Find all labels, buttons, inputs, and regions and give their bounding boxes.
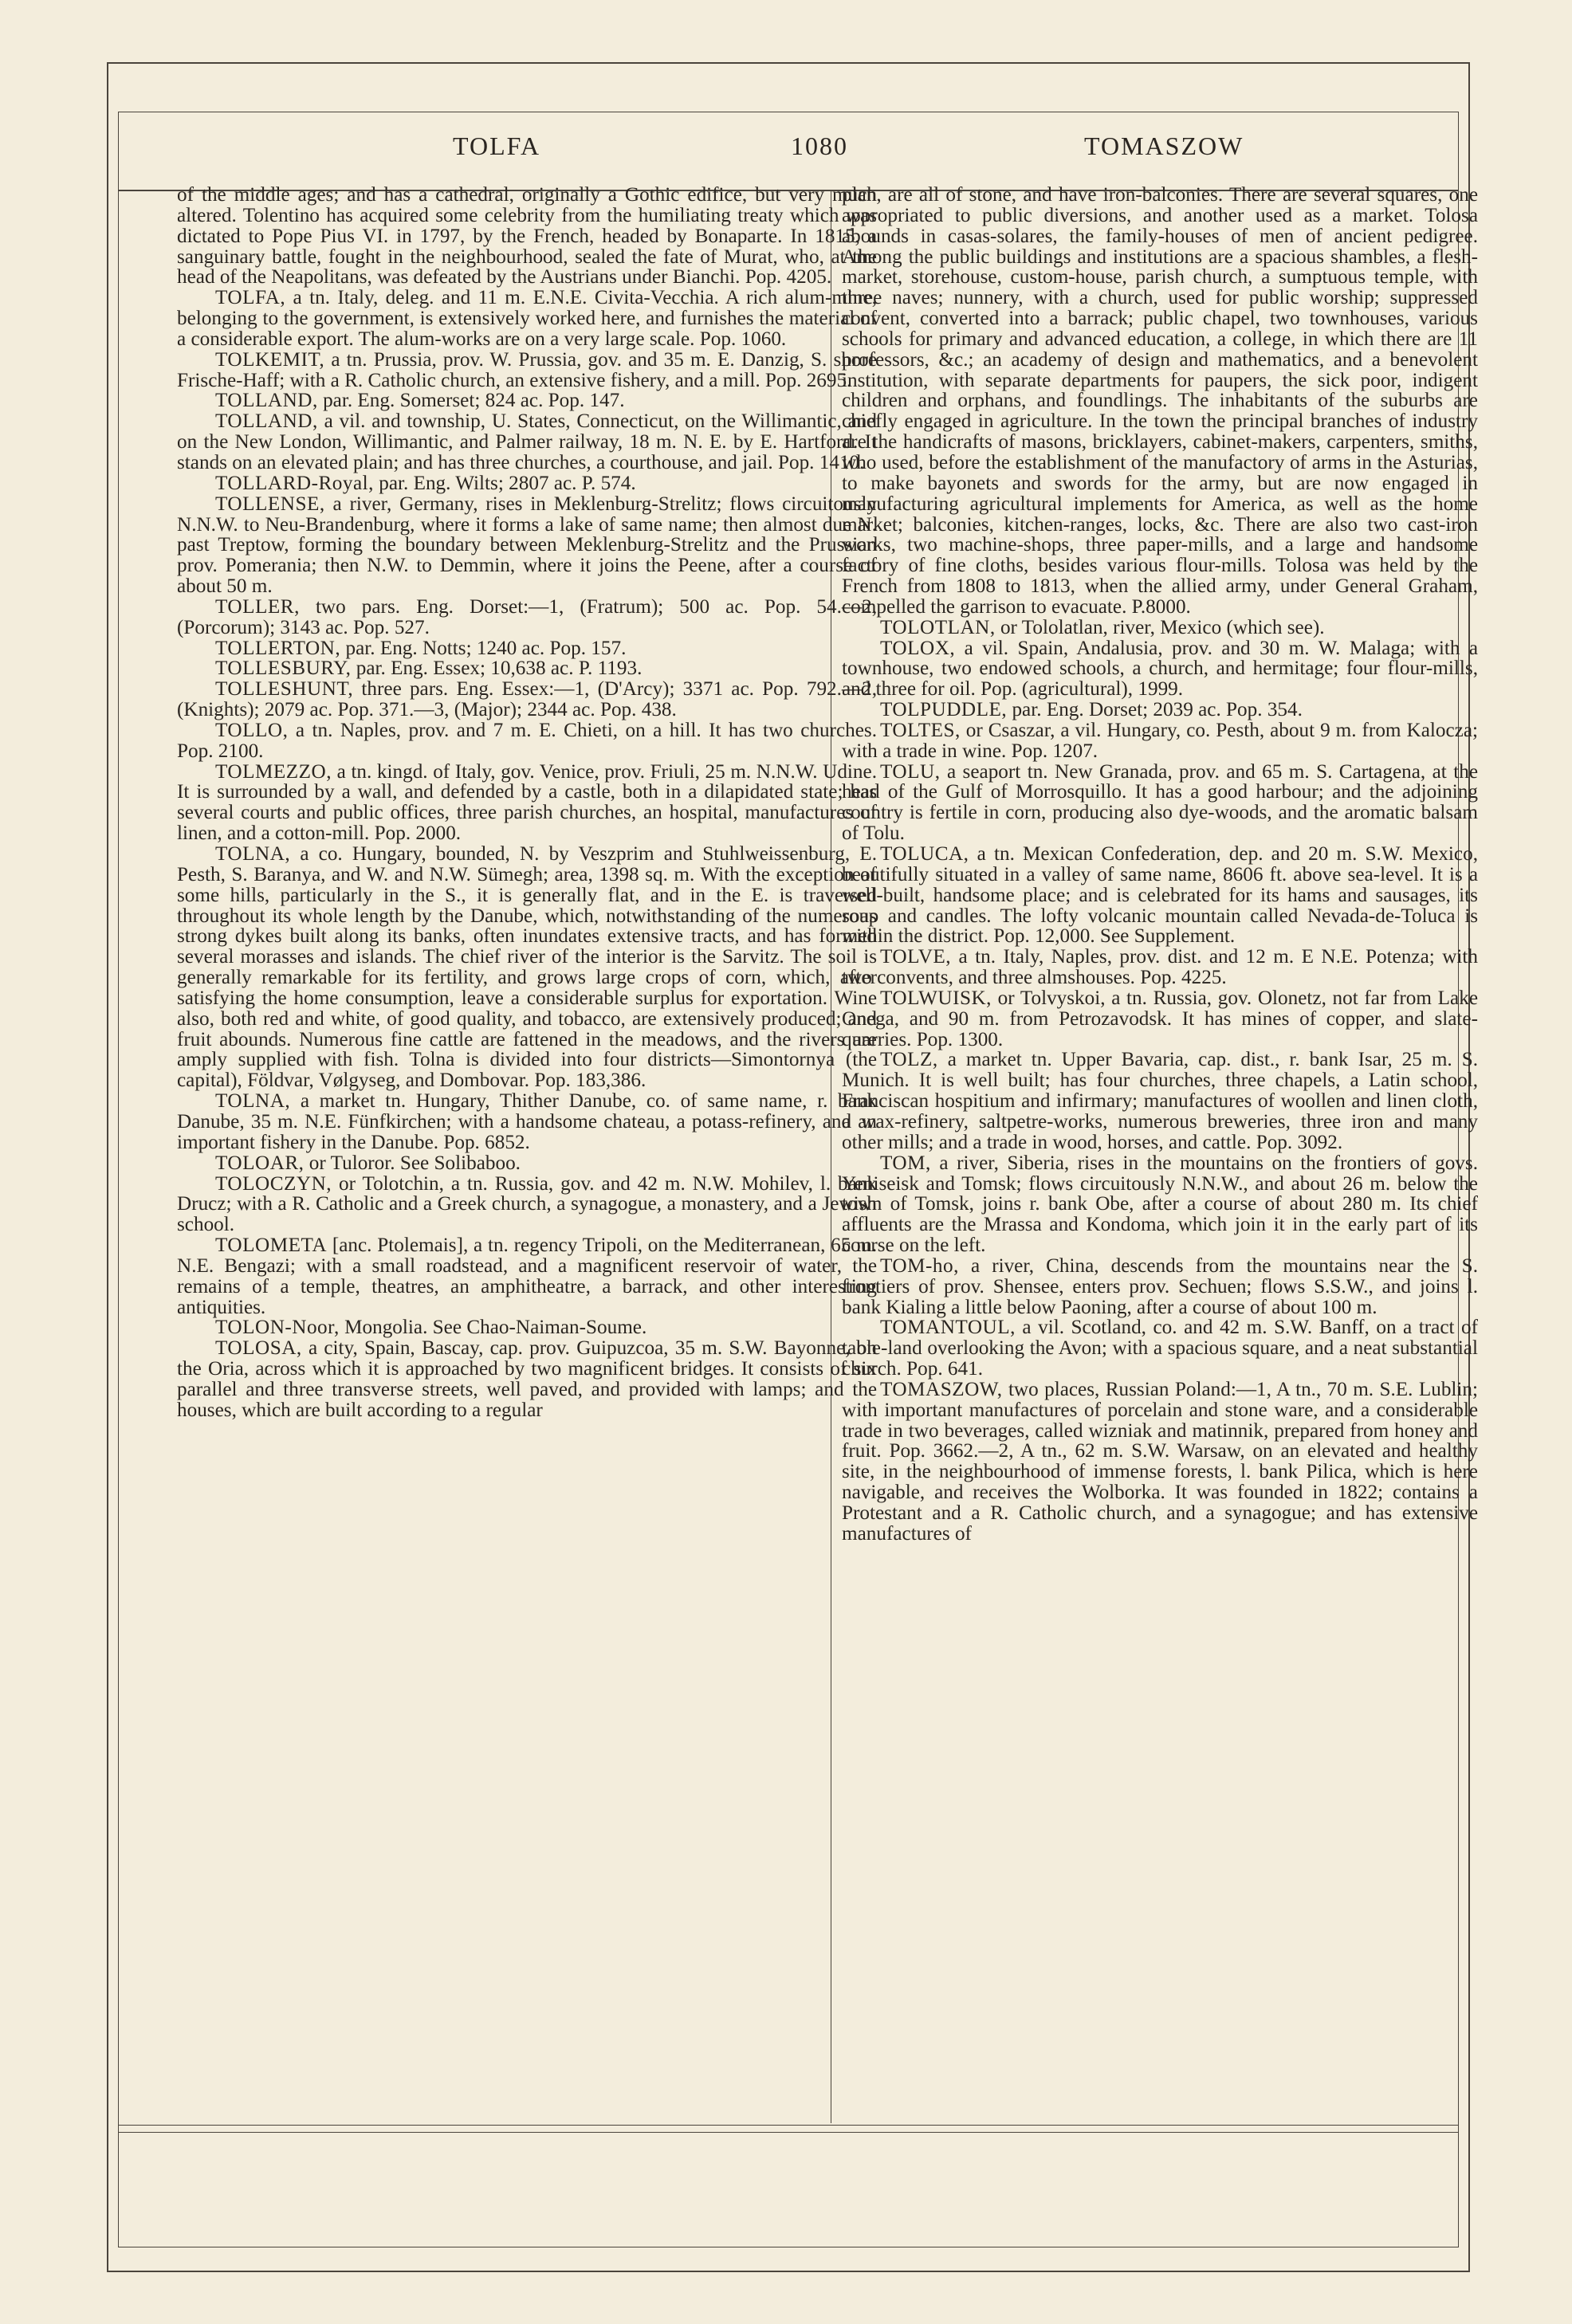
entry-headword: TOLFA, — [215, 287, 286, 309]
entry-headword: TOLLERTON, — [215, 637, 341, 659]
entry-text: plan, are all of stone, and have iron-balconies. There are several squares, one appropriated to public diversions, and another used as a market. Tolosa abounds in casas-solares, the family-houses of men of ancient pedigree. Among the public buildings and institutions are a spacious shambles, a flesh-market, storehouse, custom-house, parish church, a sumptuous temple, with three naves; nunnery, with a church, used for public worship; suppressed convent, converted into a barrack; public chapel, two townhouses, various schools for primary and advanced education, a college, in which there are 11 professors, &c.; an academy of design and mathematics, and a benevolent institution, with separate departments for paupers, the sick poor, indigent children and orphans, and foundlings. The inhabitants of the suburbs are chiefly engaged in agriculture. In the town the principal branches of industry are the handicrafts of masons, bricklayers, cabinet-makers, carpenters, smiths, who used, before the establishment of the manufactory of arms in the Asturias, to make bayonets and swords for the army, but are now engaged in manufacturing agricultural implements for America, as well as the home market; balconies, kitchen-ranges, locks, &c. There are also two cast-iron works, two machine-shops, three paper-mills, and a large and handsome factory of fine cloths, besides various flour-mills. Tolosa was held by the French from 1808 to 1813, when the allied army, under General Graham, compelled the garrison to evacuate. P.8000. — [842, 185, 1478, 618]
entry-text: two places, Russian Poland:—1, A tn., 70 m. S.E. Lublin; with important manufactures of porcelain and stone ware, and a considerable trade in two beverages, called wizniak and matinnik, prepared from honey and fruit. Pop. 3662.—2, A tn., 62 m. S.W. Warsaw, on an elevated and healthy site, in the neighbourhood of immense forests, l. bank Pilica, which is here navigable, and receives the Wolborka. It was founded in 1822; contains a Protestant and a R. Catholic church, and a synagogue; and has extensive manufactures of — [842, 1378, 1478, 1545]
entry-text: a river, Siberia, rises in the mountains on the frontiers of govs. Yeniseisk and Tomsk; flows circuitously N.N.W., and about 26 m. below the town of Tomsk, joins r. bank Obe, after a course of about 280 m. Its chief affluents are the Mrassa and Kondoma, which join it in the early part of its course on the left. — [842, 1152, 1478, 1257]
entry-text: a market tn. Upper Bavaria, cap. dist., r. bank Isar, 25 m. S. Munich. It is well built; has four churches, three chapels, a Latin school, Franciscan hospitium and infirmary; manufactures of woollen and linen cloth, a wax-refinery, saltpetre-works, numerous breweries, three iron and many other mills; and a trade in wood, horses, and cattle. Pop. 3092. — [842, 1049, 1478, 1153]
entry-text: a market tn. Hungary, Thither Danube, co. of same name, r. bank Danube, 35 m. N.E. Fünfkirchen; with a handsome chateau, a potass-refinery, and an important fishery in the Danube. Pop. 6852. — [177, 1090, 877, 1153]
gazetteer-entry — [177, 658, 877, 679]
entry-headword: TOLLARD-Royal, — [215, 472, 374, 494]
entry-headword: TOLLESHUNT, — [215, 678, 354, 701]
gazetteer-entry — [842, 720, 1478, 762]
entry-headword: TOM-ho, — [880, 1254, 959, 1277]
entry-text: a vil. and township, U. States, Connecticut, on the Willimantic, and on the New London, Willimantic, and Palmer railway, 18 m. N. E. by E. Hartford. It stands on an elevated plain; and has three churches, a courthouse, and jail. Pop. 1410. — [177, 410, 877, 473]
entry-headword: TOLVE, — [880, 946, 952, 968]
entry-text: a tn. Prussia, prov. W. Prussia, gov. and 35 m. E. Danzig, S. shore Frische-Haff; with a R. Catholic church, an extensive fishery, and a mill. Pop. 2695. — [177, 348, 877, 391]
right-column — [842, 185, 1478, 2117]
gazetteer-entry — [177, 288, 877, 350]
gazetteer-entry — [842, 762, 1478, 844]
entry-headword: TOLU, — [880, 760, 941, 783]
gazetteer-entry — [177, 720, 877, 762]
entry-text: a vil. Spain, Andalusia, prov. and 30 m. W. Malaga; with a townhouse, two endowed schools, a church, and hermitage; four flour-mills, and three for oil. Pop. (agricultural), 1999. — [842, 637, 1478, 701]
gazetteer-entry — [177, 1174, 877, 1236]
entry-text: two pars. Eng. Dorset:—1, (Fratrum); 500 ac. Pop. 54.—2, (Porcorum); 3143 ac. Pop. 527. — [177, 595, 877, 638]
entry-headword: TOLLAND, — [215, 390, 318, 412]
entry-text: or Tolotchin, a tn. Russia, gov. and 42 m. N.W. Mohilev, l. bank Drucz; with a R. Catholic and a Greek church, a synagogue, a monastery, and a Jewish school. — [177, 1172, 877, 1236]
gazetteer-entry — [842, 700, 1478, 720]
entry-text: or Csaszar, a vil. Hungary, co. Pesth, about 9 m. from Kalocza; with a trade in wine. Pop. 1207. — [842, 719, 1478, 762]
gazetteer-entry — [177, 638, 877, 659]
gazetteer-entry — [177, 350, 877, 391]
entry-headword: TOLZ, — [880, 1049, 938, 1071]
entry-text: or Tololatlan, river, Mexico (which see). — [1000, 616, 1325, 638]
entry-headword: TOLOTLAN, — [880, 616, 996, 638]
entry-text: three pars. Eng. Essex:—1, (D'Arcy); 3371 ac. Pop. 792.—2, (Knights); 2079 ac. Pop. 371.—3, (Major); 2344 ac. Pop. 438. — [177, 678, 877, 721]
entry-headword: TOLTES, — [880, 719, 961, 741]
entry-headword: TOLOAR, — [215, 1152, 305, 1174]
entry-text: [anc. Ptolemais], a tn. regency Tripoli, on the Mediterranean, 65 m. N.E. Bengazi; with a small roadstead, and a magnificent reservoir of water, the remains of a temple, theatres, an amphitheatre, a barrack, and other interesting antiquities. — [177, 1235, 877, 1318]
gazetteer-entry — [177, 679, 877, 720]
entry-headword: TOLNA, — [215, 843, 291, 865]
gazetteer-entry — [177, 1235, 877, 1317]
gazetteer-entry — [842, 947, 1478, 988]
entry-headword: TOLOMETA — [215, 1235, 328, 1257]
entry-text: a tn. Italy, Naples, prov. dist. and 12 m. E N.E. Potenza; with two convents, and three almshouses. Pop. 4225. — [842, 946, 1478, 989]
entry-text: par. Eng. Dorset; 2039 ac. Pop. 354. — [1012, 699, 1303, 721]
gazetteer-entry — [842, 1380, 1478, 1545]
entry-text: par. Eng. Wilts; 2807 ac. P. 574. — [379, 472, 636, 494]
entry-headword: TOLPUDDLE, — [880, 699, 1008, 721]
gazetteer-entry — [842, 1153, 1478, 1256]
running-head-left: TOLFA — [453, 132, 541, 160]
entry-headword: TOLOSA, — [215, 1337, 302, 1360]
gazetteer-entry — [842, 988, 1478, 1050]
left-column — [118, 185, 877, 2117]
entry-text: par. Eng. Notts; 1240 ac. Pop. 157. — [345, 637, 627, 659]
gazetteer-entry — [842, 1256, 1478, 1318]
footer-rule — [118, 2125, 1459, 2126]
entry-headword: TOLMEZZO, — [215, 760, 332, 783]
entry-headword: TOMASZOW, — [880, 1378, 1003, 1400]
gazetteer-entry — [177, 1091, 877, 1153]
gazetteer-entry — [842, 185, 1478, 618]
entry-text: a city, Spain, Bascay, cap. prov. Guipuzcoa, 35 m. S.W. Bayonne, on the Oria, across which it is approached by two magnificent bridges. It consists of six parallel and three transverse streets, well paved, and provided with lamps; and the houses, which are built according to a regular — [177, 1337, 877, 1421]
entry-headword: TOM, — [880, 1152, 931, 1174]
entry-headword: TOLOCZYN, — [215, 1172, 332, 1195]
entry-text: Mongolia. See Chao-Naiman-Soume. — [344, 1317, 647, 1339]
entry-headword: TOLWUISK, — [880, 987, 992, 1009]
gazetteer-entry — [177, 473, 877, 494]
entry-text: par. Eng. Essex; 10,638 ac. P. 1193. — [356, 658, 643, 680]
entry-text: a tn. Italy, deleg. and 11 m. E.N.E. Civita-Vecchia. A rich alum-mine, belonging to the government, is extensively worked here, and furnishes the material of a considerable export. The alum-works are on a very large scale. Pop. 1060. — [177, 287, 877, 350]
gazetteer-entry — [177, 1153, 877, 1174]
entry-text: a tn. Naples, prov. and 7 m. E. Chieti, on a hill. It has two churches. Pop. 2100. — [177, 719, 877, 762]
running-head-right: TOMASZOW — [1084, 132, 1244, 160]
gazetteer-entry — [842, 618, 1478, 638]
gazetteer-entry — [842, 844, 1478, 947]
gazetteer-entry — [177, 597, 877, 638]
entry-text: a river, China, descends from the mountains near the S. frontiers of prov. Shensee, enters prov. Sechuen; flows S.S.W., and joins l. bank Kialing a little below Paoning, after a course of about 100 m. — [842, 1254, 1478, 1318]
entry-headword: TOLLER, — [215, 595, 300, 618]
entry-headword: TOLOX, — [880, 637, 956, 659]
entry-text: a co. Hungary, bounded, N. by Veszprim and Stuhlweissenburg, E. Pesth, S. Baranya, and W. and N.W. Sümegh; area, 1398 sq. m. With the exception of some hills, particularly in the S., it is generally flat, and in the E. is traversed throughout its whole length by the Danube, which, notwithstanding of the numerous strong dykes built along its banks, often inundates extensive tracts, and has formed several morasses and islands. The chief river of the interior is the Sarvitz. The soil is generally remarkable for its fertility, and grows large crops of corn, which, after satisfying the home consumption, leave a considerable surplus for exportation. Wine also, both red and white, of good quality, and tobacco, are extensively produced; and fruit abounds. Numerous fine cattle are fattened in the meadows, and the rivers are amply supplied with fish. Tolna is divided into four districts—Simontornya (the capital), Földvar, Vølgyseg, and Dombovar. Pop. 183,386. — [177, 843, 877, 1092]
entry-headword: TOLNA, — [215, 1090, 291, 1113]
gazetteer-entry — [177, 391, 877, 411]
entry-headword: TOLKEMIT, — [215, 348, 325, 371]
gazetteer-entry — [177, 1317, 877, 1338]
entry-headword: TOLLAND, — [215, 410, 318, 433]
entry-headword: TOLON-Noor, — [215, 1317, 340, 1339]
entry-text: a vil. Scotland, co. and 42 m. S.W. Banff, on a tract of table-land overlooking the Avon; with a spacious square, and a neat substantial church. Pop. 641. — [842, 1317, 1478, 1380]
page-number: 1080 — [791, 132, 848, 160]
entry-text: par. Eng. Somerset; 824 ac. Pop. 147. — [323, 390, 625, 412]
gazetteer-entry — [842, 1317, 1478, 1380]
gazetteer-entry — [842, 1050, 1478, 1152]
gazetteer-entry — [177, 762, 877, 844]
entry-headword: TOLLESBURY, — [215, 658, 352, 680]
gazetteer-entry — [842, 638, 1478, 701]
gazetteer-entry — [177, 844, 877, 1091]
entry-text: a river, Germany, rises in Meklenburg-Strelitz; flows circuitously N.N.W. to Neu-Brandenburg, where it forms a lake of same name; then almost due N. past Treptow, forming the boundary between Meklenburg-Strelitz and the Prussian prov. Pomerania; then N.W. to Demmin, where it joins the Peene, after a course of about 50 m. — [177, 493, 877, 598]
entry-headword: TOLLO, — [215, 719, 289, 741]
entry-text: or Tuloror. See Solibaboo. — [309, 1152, 521, 1174]
entry-text: or Tolvyskoi, a tn. Russia, gov. Olonetz, not far from Lake Onega, and 90 m. from Petrozavodsk. It has mines of copper, and slate-quarries. Pop. 1300. — [842, 987, 1478, 1050]
entry-headword: TOLLENSE, — [215, 493, 325, 515]
gazetteer-entry — [177, 185, 877, 288]
gazetteer-entry — [177, 494, 877, 597]
entry-text: a tn. Mexican Confederation, dep. and 20 m. S.W. Mexico, beautifully situated in a valley of same name, 8606 ft. above sea-level. It is a well-built, handsome place; and is celebrated for its hams and sausages, its soap and candles. The lofty volcanic mountain called Nevada-de-Toluca is within the district. Pop. 12,000. See Supplement. — [842, 843, 1478, 948]
footer-rule-double — [118, 2132, 1459, 2133]
entry-text: a seaport tn. New Granada, prov. and 65 m. S. Cartagena, at the head of the Gulf of Morrosquillo. It has a good harbour; and the adjoining country is fertile in corn, producing also dye-woods, and the aromatic balsam of Tolu. — [842, 760, 1478, 845]
entry-text: a tn. kingd. of Italy, gov. Venice, prov. Friuli, 25 m. N.N.W. Udine. It is surrounded by a wall, and defended by a castle, both in a dilapidated state; has several courts and public offices, three parish churches, an hospital, manufactures of linen, and a cotton-mill. Pop. 2000. — [177, 760, 877, 845]
entry-headword: TOLUCA, — [880, 843, 969, 865]
entry-headword: TOMANTOUL, — [880, 1317, 1016, 1339]
gazetteer-entry — [177, 411, 877, 473]
gazetteer-entry — [177, 1338, 877, 1420]
entry-text: of the middle ages; and has a cathedral, originally a Gothic edifice, but very much altered. Tolentino has acquired some celebrity from the humiliating treaty which was dictated to Pope Pius VI. in 1797, by the French, headed by Bonaparte. In 1815, a sanguinary battle, fought in the neighbourhood, sealed the fate of Murat, who, at the head of the Neapolitans, was defeated by the Austrians under Bianchi. Pop. 4205. — [177, 185, 877, 289]
